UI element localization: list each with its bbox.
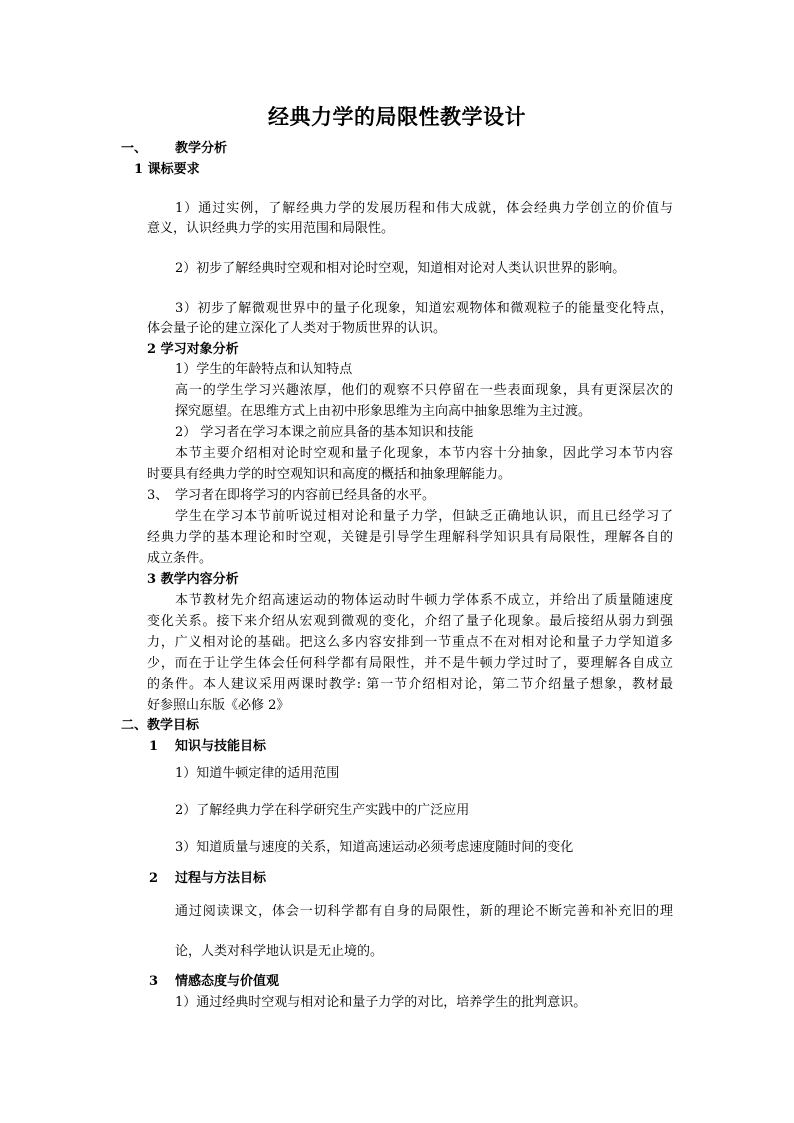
paragraph-line: 学生在学习本节前听说过相对论和量子力学，但缺乏正确地认识，而且已经学习了	[175, 509, 673, 524]
goal-item: 1）知道牛顿定律的适用范围	[175, 766, 340, 781]
goal-2-number: 2	[149, 871, 159, 886]
goal-2-heading: 过程与方法目标	[175, 871, 267, 886]
paragraph-line: 经典力学的基本理论和时空观，关键是引导学生理解科学知识具有局限性，理解各自的	[147, 530, 673, 545]
paragraph-line: 论，人类对科学地认识是无止境的。	[175, 944, 384, 959]
paragraph-line: 变化关系。接下来介绍从宏观到微观的变化，介绍了量子化现象。最后接绍从弱力到强	[147, 614, 673, 629]
paragraph-line: 少，而在于让学生体会任何科学都有局限性，并不是牛顿力学过时了，要理解各自成立	[147, 656, 673, 671]
paragraph-line: 力，广义相对论的基础。把这么多内容安排到一节重点不在对相对论和量子力学知道多	[147, 635, 673, 650]
list-item: 1）学生的年龄特点和认知特点	[175, 362, 353, 377]
section-1-number: 一、	[121, 141, 148, 156]
paragraph-line: 本节主要介绍相对论时空观和量子化现象，本节内容十分抽象，因此学习本节内容	[175, 446, 673, 461]
paragraph-line: 探究愿望。在思维方式上由初中形象思维为主向高中抽象思维为主过渡。	[175, 404, 592, 419]
subsection-3-heading: 3 教学内容分析	[147, 572, 239, 587]
document-title: 经典力学的局限性教学设计	[268, 104, 526, 129]
goal-1-heading: 知识与技能目标	[175, 739, 267, 754]
subsection-2-heading: 2 学习对象分析	[147, 342, 239, 357]
paragraph-line: 1）通过实例，了解经典力学的发展历程和伟大成就，体会经典力学创立的价值与	[175, 201, 673, 216]
list-item: 学习者在即将学习的内容前已经具备的水平。	[175, 488, 436, 503]
goal-3-number: 3	[149, 974, 159, 989]
section-2-heading: 二、教学目标	[121, 718, 200, 733]
paragraph-line: 好参照山东版《必修 2》	[147, 698, 290, 713]
paragraph-line: 高一的学生学习兴趣浓厚，他们的观察不只停留在一些表面现象，具有更深层次的	[175, 383, 673, 398]
paragraph-line: 的条件。本人建议采用两课时教学: 第一节介绍相对论，第二节介绍量子想象，教材最	[147, 677, 673, 692]
goal-1-number: 1	[149, 739, 159, 754]
paragraph-line: 体会量子论的建立深化了人类对于物质世界的认识。	[147, 321, 447, 336]
paragraph-line: 成立条件。	[147, 551, 213, 566]
goal-item: 3）知道质量与速度的关系，知道高速运动必须考虑速度随时间的变化	[175, 840, 574, 855]
section-1-heading: 教学分析	[175, 141, 228, 156]
paragraph-line: 时要具有经典力学的时空观知识和高度的概括和抽象理解能力。	[147, 467, 512, 482]
goal-3-heading: 情感态度与价值观	[175, 974, 280, 989]
goal-item: 2）了解经典力学在科学研究生产实践中的广泛应用	[175, 803, 470, 818]
paragraph-line: 2）初步了解经典时空观和相对论时空观，知道相对论对人类认识世界的影响。	[175, 261, 626, 276]
paragraph-line: 3）初步了解微观世界中的量子化现象，知道宏观物体和微观粒子的能量变化特点，	[175, 301, 673, 316]
paragraph-line: 本节教材先介绍高速运动的物体运动时牛顿力学体系不成立，并给出了质量随速度	[175, 593, 673, 608]
subsection-1-heading: 1 课标要求	[134, 162, 200, 177]
goal-item: 1）通过经典时空观与相对论和量子力学的对比，培养学生的批判意识。	[175, 995, 587, 1010]
paragraph-line: 通过阅读课文，体会一切科学都有自身的局限性，新的理论不断完善和补充旧的理	[175, 904, 673, 919]
list-item-number: 3、	[147, 488, 169, 503]
paragraph-line: 意义，认识经典力学的实用范围和局限性。	[147, 221, 395, 236]
list-item: 2） 学习者在学习本课之前应具备的基本知识和技能	[175, 425, 474, 440]
